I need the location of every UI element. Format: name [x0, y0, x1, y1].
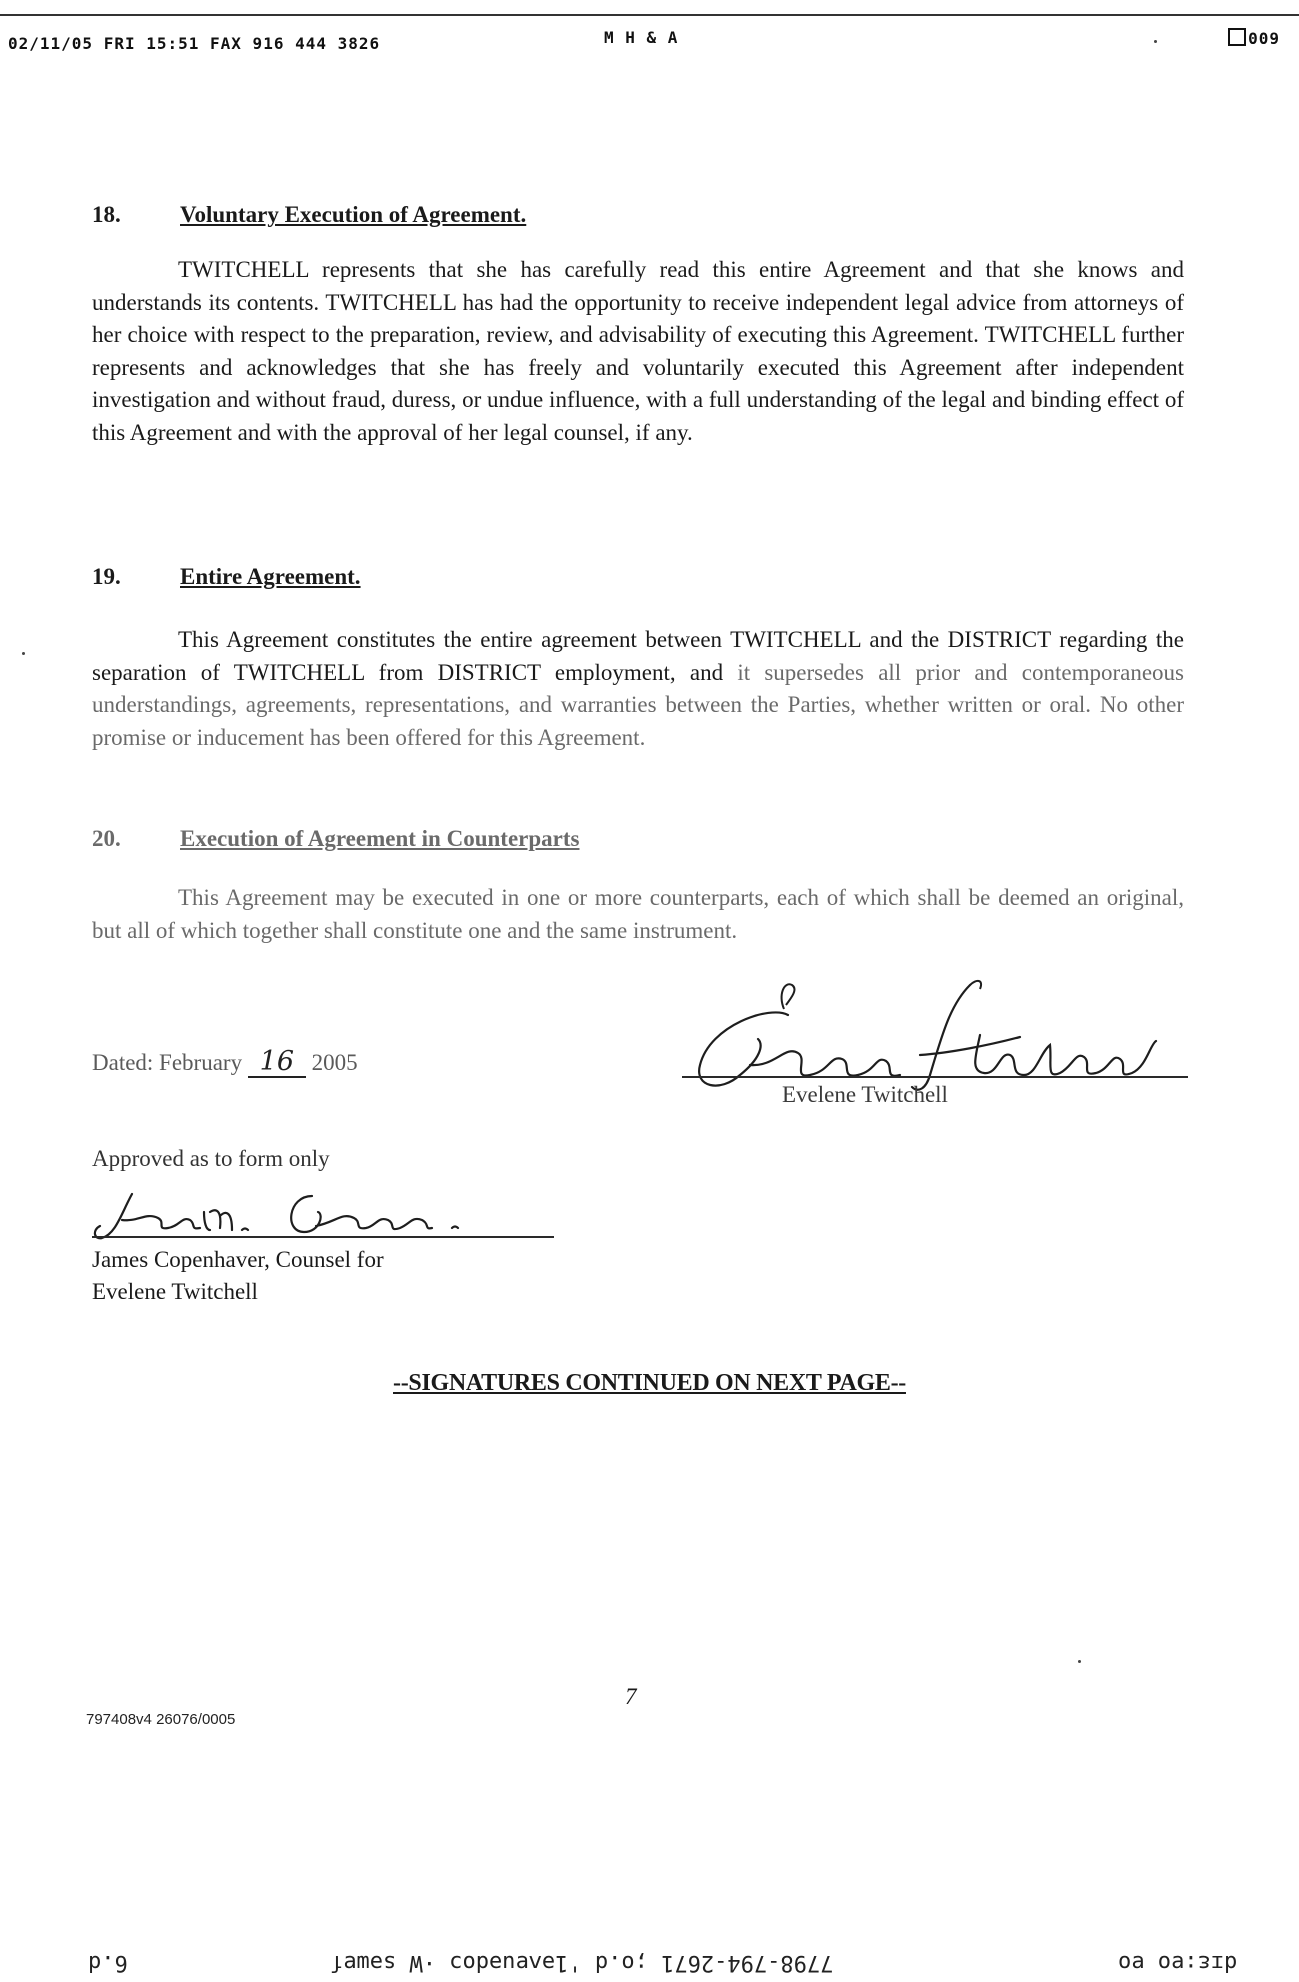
- fax-transmission-line: 02/11/05 FRI 15:51 FAX 916 444 3826: [8, 34, 381, 53]
- section-title: Voluntary Execution of Agreement.: [180, 202, 527, 227]
- section-body: This Agreement may be executed in one or more counterparts, each of which shall be deemed an original, but all of which together shall constitute one and the same instrument.: [92, 885, 1184, 943]
- dated-prefix: Dated: February: [92, 1050, 243, 1075]
- counsel-signature-line: [92, 1236, 554, 1238]
- section-body: [92, 624, 1184, 754]
- dated-year: 2005: [311, 1050, 358, 1075]
- section-number: 18.: [92, 202, 121, 227]
- scan-speck: [22, 652, 25, 655]
- signatory-name: Evelene Twitchell: [782, 1082, 948, 1107]
- section-18: [92, 198, 1184, 449]
- footer-time: dɪɛ:ɐo ɐo: [1118, 1950, 1238, 1975]
- dated-day: 16: [248, 1048, 306, 1078]
- fax-header: [8, 28, 1288, 56]
- page-number: 7: [625, 1684, 637, 1709]
- scan-speck: [1154, 40, 1157, 43]
- section-title: Execution of Agreement in Counterparts: [180, 826, 580, 851]
- section-body: TWITCHELL represents that she has carefully read this entire Agreement and that she knows and understands its contents. TWITCHELL has had the opportunity to receive independent legal advice from attorneys of her choice with respect to the preparation, review, and advisability of executing this Agreement. TWITCHELL further represents and acknowledges that she has freely and voluntarily executed this Agreement after independent investigation and without fraud, duress, or undue influence, with a full understanding of the legal and binding effect of this Agreement and with the approval of her legal counsel, if any.: [92, 257, 1184, 445]
- twitchell-signature-line: [682, 1076, 1188, 1078]
- fax-page-counter: [1228, 28, 1280, 48]
- section-19: [92, 560, 1184, 754]
- section-body-part1: This Agreement constitutes the entire agreement between TWITCHELL and the DISTRICT regarding the separation of TWITCHELL from DISTRICT employment, and: [92, 627, 1184, 685]
- section-heading: [92, 198, 1184, 232]
- inverted-fax-footer: [0, 1944, 1299, 1982]
- counsel-block: [92, 1244, 384, 1308]
- footer-page: 6.d: [88, 1950, 128, 1975]
- section-number: 20.: [92, 826, 121, 851]
- section-number: 19.: [92, 564, 121, 589]
- document-id: 797408v4 26076/0005: [86, 1711, 236, 1728]
- approval-label: Approved as to form only: [92, 1146, 330, 1171]
- checkbox-icon: [1228, 28, 1246, 46]
- counsel-name-line: James Copenhaver, Counsel for: [92, 1247, 384, 1272]
- copenhaver-signature: [92, 1182, 472, 1252]
- section-20: [92, 822, 1184, 947]
- section-body-part2: it supersedes all prior and contemporaneous understandings, agreements, representations, and warranties between the Parties, whether written or oral. No other promise or inducement has been offered for this Agreement.: [92, 659, 1185, 750]
- section-heading: [92, 560, 1184, 594]
- section-heading: [92, 822, 1184, 856]
- signatures-continued-notice: --SIGNATURES CONTINUED ON NEXT PAGE--: [393, 1370, 906, 1396]
- fax-header-rule: [0, 14, 1299, 16]
- fax-sender: M H & A: [604, 28, 679, 47]
- section-title: Entire Agreement.: [180, 564, 361, 589]
- dated-line: [92, 1048, 512, 1088]
- footer-transmission: 7798-794-2671 ;o.d '1əʌɐuədoɔ ·W səɯɐſ: [330, 1950, 834, 1975]
- counsel-client-line: Evelene Twitchell: [92, 1279, 258, 1304]
- scan-speck: [1078, 1660, 1081, 1663]
- fax-page-number: 009: [1248, 29, 1280, 48]
